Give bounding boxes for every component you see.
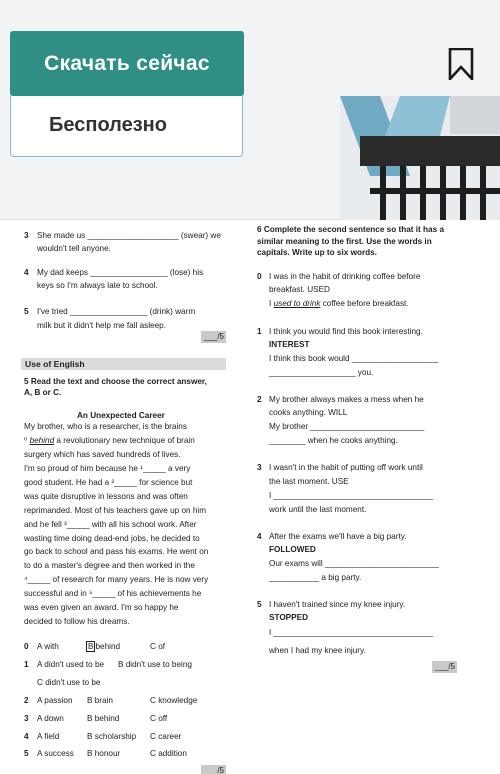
download-button[interactable]: [10, 31, 244, 96]
q5-number: 5: [24, 307, 29, 316]
option-3-a[interactable]: A down: [37, 714, 64, 723]
ex4-answer-line1[interactable]: Our exams will _________________________: [269, 559, 439, 568]
ex0-keyword-line: breakfast. USED: [269, 285, 330, 294]
behind-card[interactable]: [10, 96, 243, 157]
ex2-answer-line1[interactable]: My brother _________________________: [269, 422, 425, 431]
option-4-c[interactable]: C career: [150, 732, 182, 741]
ex1-keyword: INTEREST: [269, 340, 310, 349]
ex0-answer-part: coffee before breakfast.: [320, 299, 409, 308]
ex1-answer-line2[interactable]: ___________________ you.: [269, 368, 374, 377]
ex1-number: 1: [257, 327, 262, 336]
q4-number: 4: [24, 268, 29, 277]
task5-heading-line1: 5 Read the text and choose the correct answer,: [24, 377, 207, 386]
ex4-keyword: FOLLOWED: [269, 545, 316, 554]
option-row-5-number: 5: [24, 749, 29, 758]
ex0-answer-part: I: [269, 299, 274, 308]
ex3-number: 3: [257, 463, 262, 472]
story-line: decided to follow his dreams.: [24, 617, 130, 626]
q3-number: 3: [24, 231, 29, 240]
ex1-answer-line1[interactable]: I think this book would ___________________: [269, 354, 439, 363]
story-line-part: a revolutionary new technique of brain: [54, 436, 195, 445]
option-row-4-number: 4: [24, 732, 29, 741]
ad-photo: [340, 96, 500, 220]
ex5-number: 5: [257, 600, 262, 609]
section-use-of-english: Use of English: [21, 358, 226, 370]
right-column: [250, 220, 500, 774]
ex0-answer: used to drink: [273, 299, 321, 308]
option-row-1-number: 1: [24, 660, 29, 669]
option-0-a[interactable]: A with: [37, 642, 59, 651]
worksheet-page: [0, 220, 500, 774]
option-row-3-number: 3: [24, 714, 29, 723]
download-button-label: Скачать сейчас: [44, 51, 210, 75]
ex3-keyword-line: the last moment. USE: [269, 477, 349, 486]
ex4-answer-line2[interactable]: ___________ a big party.: [269, 573, 362, 582]
ex0-sentence: I was in the habit of drinking coffee before: [269, 272, 421, 281]
story-line: good student. He had a ²_____ for science but: [24, 478, 193, 487]
gap-0-number: ⁰: [24, 436, 30, 445]
ex2-keyword-line: cooks anything. WILL: [269, 408, 348, 417]
story-line: was even given an award. I'm so happy he: [24, 603, 179, 612]
q3-line2: wouldn't tell anyone.: [37, 244, 111, 253]
option-1-b[interactable]: B didn't use to being: [118, 660, 192, 669]
story-line: surgery which has saved hundreds of lives.: [24, 450, 181, 459]
story-line: was quite disruptive in lessons and was often: [24, 492, 188, 501]
ex5-answer-line2: when I had my knee injury.: [269, 646, 366, 655]
option-2-a[interactable]: A passion: [37, 696, 73, 705]
option-0-b-letter: B: [88, 642, 94, 651]
story-line: successful and in ⁵_____ of his achievements he: [24, 589, 202, 598]
option-3-c[interactable]: C off: [150, 714, 168, 723]
option-2-c[interactable]: C knowledge: [150, 696, 198, 705]
ex3-answer-line2[interactable]: work until the last moment.: [269, 505, 367, 514]
ex2-answer-line2[interactable]: ________ when he cooks anything.: [269, 436, 398, 445]
ex4-sentence: After the exams we'll have a big party.: [269, 532, 407, 541]
story-line: go back to school and pass his exams. He went on: [24, 547, 209, 556]
q3-line1: She made us ____________________ (swear) we: [37, 231, 221, 240]
option-row-2-number: 2: [24, 696, 29, 705]
story-line: wasting time doing dead-end jobs, he decided to: [24, 534, 200, 543]
option-row-0-number: 0: [24, 642, 29, 651]
ex2-sentence: My brother always makes a mess when he: [269, 395, 424, 404]
ex5-sentence: I haven't trained since my knee injury.: [269, 600, 406, 609]
option-0-b-text: behind: [95, 642, 121, 651]
story-line: I'm so proud of him because he ¹_____ a very: [24, 464, 191, 473]
task6-heading-line3: capitals. Write up to six words.: [257, 248, 377, 257]
q5-line1: I've tried _________________ (drink) warm: [37, 307, 196, 316]
ex2-number: 2: [257, 395, 262, 404]
option-0-b[interactable]: [86, 640, 120, 653]
ex5-keyword: STOPPED: [269, 613, 308, 622]
left-column: [0, 220, 250, 774]
ex4-number: 4: [257, 532, 262, 541]
option-5-b[interactable]: B honour: [87, 749, 121, 758]
ex5-answer-line1[interactable]: I ___________________________________: [269, 628, 433, 637]
behind-label: Бесполезно: [49, 114, 167, 136]
download-overlay: [0, 0, 500, 220]
q4-line1: My dad keeps _________________ (lose) his: [37, 268, 204, 277]
option-2-b[interactable]: B brain: [87, 696, 113, 705]
option-0-c[interactable]: C of: [150, 642, 166, 651]
story-line: reprimanded. Most of his teachers gave up on him: [24, 506, 207, 515]
task5-heading-line2: A, B or C.: [24, 388, 62, 397]
story-line: and he fell ³_____ with all his school work. After: [24, 520, 197, 529]
task6-heading-line1: 6 Complete the second sentence so that it has a: [257, 225, 444, 234]
bookmark-icon[interactable]: [448, 48, 474, 80]
option-4-b[interactable]: B scholarship: [87, 732, 137, 741]
q5-line2: milk but it didn't help me fall asleep.: [37, 321, 166, 330]
option-1-c[interactable]: C didn't use to be: [37, 678, 101, 687]
story-line: ⁴_____ of research for many years. He is now very: [24, 575, 209, 584]
ex3-answer-line1[interactable]: I ___________________________________: [269, 491, 433, 500]
ex0-answer-line: [269, 297, 409, 310]
gap-0-answer: behind: [29, 436, 55, 445]
option-3-b[interactable]: B behind: [87, 714, 120, 723]
story-title: An Unexpected Career: [77, 411, 165, 420]
option-5-c[interactable]: C addition: [150, 749, 187, 758]
ex0-number: 0: [257, 272, 262, 281]
score-box-3: ___/5: [432, 661, 457, 673]
story-line: My brother, who is a researcher, is the brains: [24, 422, 187, 431]
task6-heading-line2: similar meaning to the first. Use the words in: [257, 237, 432, 246]
option-4-a[interactable]: A field: [37, 732, 60, 741]
option-5-a[interactable]: A success: [37, 749, 74, 758]
ex3-sentence: I wasn't in the habit of putting off work until: [269, 463, 423, 472]
story-line: to do a master's degree and then worked in the: [24, 561, 195, 570]
story-line: [24, 434, 195, 447]
ex1-sentence: I think you would find this book interesting.: [269, 327, 423, 336]
score-box-2: /5: [201, 765, 226, 774]
option-1-a[interactable]: A didn't used to be: [37, 660, 105, 669]
q4-line2: keys so I'm always late to school.: [37, 281, 158, 290]
score-box-1: ___/5: [201, 331, 226, 343]
